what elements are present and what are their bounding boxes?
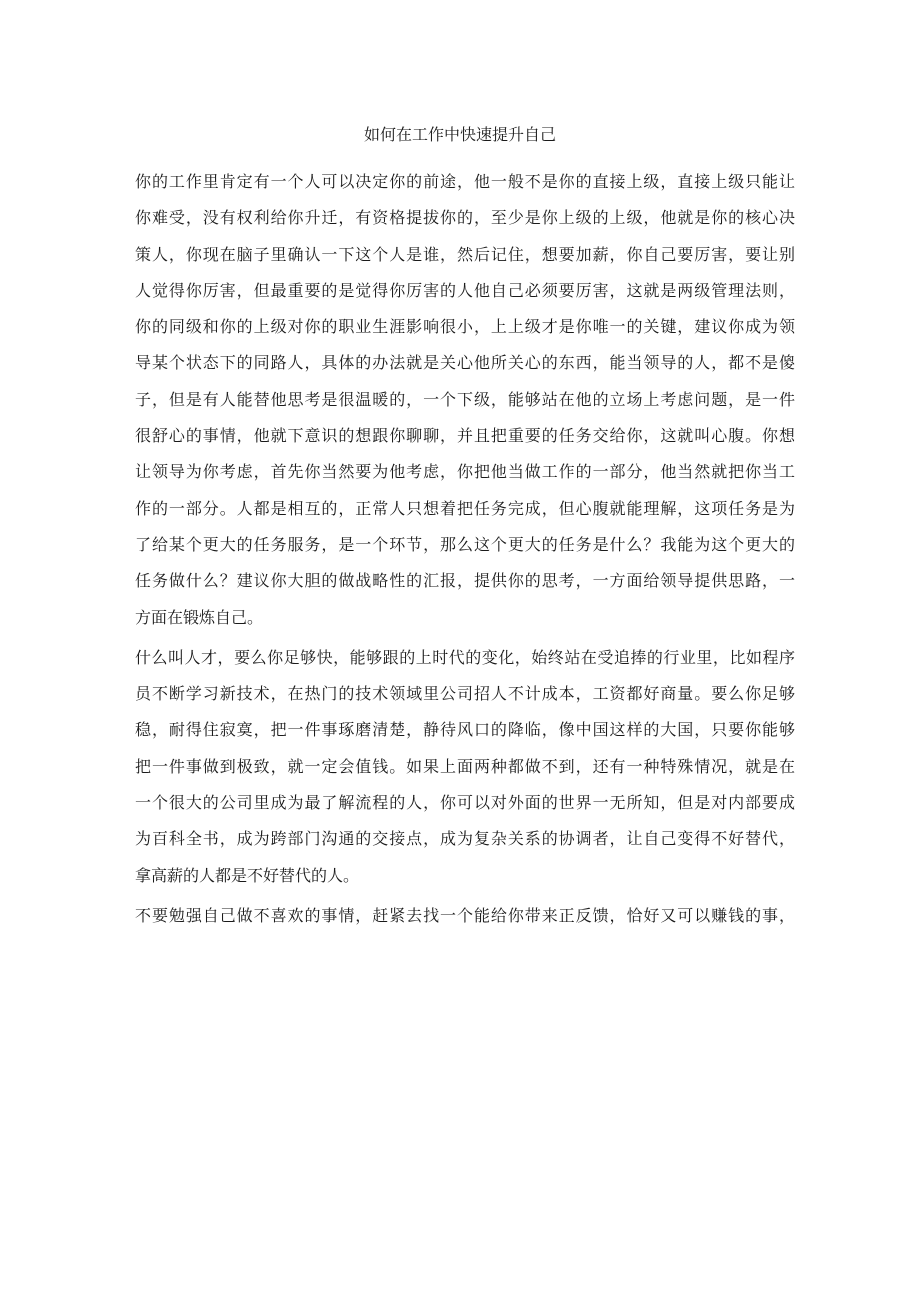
document-body: [135, 170, 795, 940]
document-title: 如何在工作中快速提升自己: [363, 125, 556, 144]
paragraph-line: 人觉得你厉害，但最重要的是觉得你厉害的人他自己必须要厉害，这就是两级管理法则，: [135, 280, 795, 300]
paragraph-line: 了给某个更大的任务服务，是一个环节，那么这个更大的任务是什么？我能为这个更大的: [135, 534, 795, 554]
paragraph-3: [135, 904, 795, 940]
paragraph-line: 你的同级和你的上级对你的职业生涯影响很小，上上级才是你唯一的关键，建议你成为领: [135, 317, 795, 337]
paragraph-line: 一个很大的公司里成为最了解流程的人，你可以对外面的世界一无所知，但是对内部要成: [135, 793, 795, 813]
paragraph-2: [135, 646, 795, 900]
paragraph-line: 把一件事做到极致，就一定会值钱。如果上面两种都做不到，还有一种特殊情况，就是在: [135, 756, 795, 776]
paragraph-line: 拿高薪的人都是不好替代的人。: [135, 865, 360, 885]
paragraph-line: 员不断学习新技术，在热门的技术领域里公司招人不计成本，工资都好商量。要么你足够: [135, 684, 795, 704]
paragraph-line: 子，但是有人能替他思考是很温暖的，一个下级，能够站在他的立场上考虑问题，是一件: [135, 389, 795, 409]
paragraph-line: 你难受，没有权利给你升迁，有资格提拔你的，至少是你上级的上级，他就是你的核心决: [135, 208, 795, 228]
paragraph-line: 什么叫人才，要么你足够快，能够跟的上时代的变化，始终站在受追捧的行业里，比如程序: [135, 647, 795, 667]
paragraph-line: 为百科全书，成为跨部门沟通的交接点，成为复杂关系的协调者，让自己变得不好替代，: [135, 829, 795, 849]
paragraph-line: 稳，耐得住寂寞，把一件事琢磨清楚，静待风口的降临，像中国这样的大国，只要你能够: [135, 720, 795, 740]
paragraph-line: 导某个状态下的同路人，具体的办法就是关心他所关心的东西，能当领导的人，都不是傻: [135, 353, 795, 373]
paragraph-line: 策人，你现在脑子里确认一下这个人是谁，然后记住，想要加薪，你自己要厉害，要让别: [135, 244, 795, 264]
paragraph-line: 不要勉强自己做不喜欢的事情，赶紧去找一个能给你带来正反馈，恰好又可以赚钱的事，: [135, 905, 795, 925]
paragraph-line: 任务做什么？建议你大胆的做战略性的汇报，提供你的思考，一方面给领导提供思路，一: [135, 571, 795, 591]
paragraph-line: 很舒心的事情，他就下意识的想跟你聊聊，并且把重要的任务交给你，这就叫心腹。你想: [135, 426, 795, 446]
paragraph-line: 你的工作里肯定有一个人可以决定你的前途，他一般不是你的直接上级，直接上级只能让: [135, 172, 795, 191]
paragraph-line: 让领导为你考虑，首先你当然要为他考虑，你把他当做工作的一部分，他当然就把你当工: [135, 462, 795, 482]
paragraph-line: 作的一部分。人都是相互的，正常人只想着把任务完成，但心腹就能理解，这项任务是为: [135, 498, 795, 518]
paragraph-1: [135, 170, 795, 642]
paragraph-line: 方面在锻炼自己。: [135, 607, 264, 627]
